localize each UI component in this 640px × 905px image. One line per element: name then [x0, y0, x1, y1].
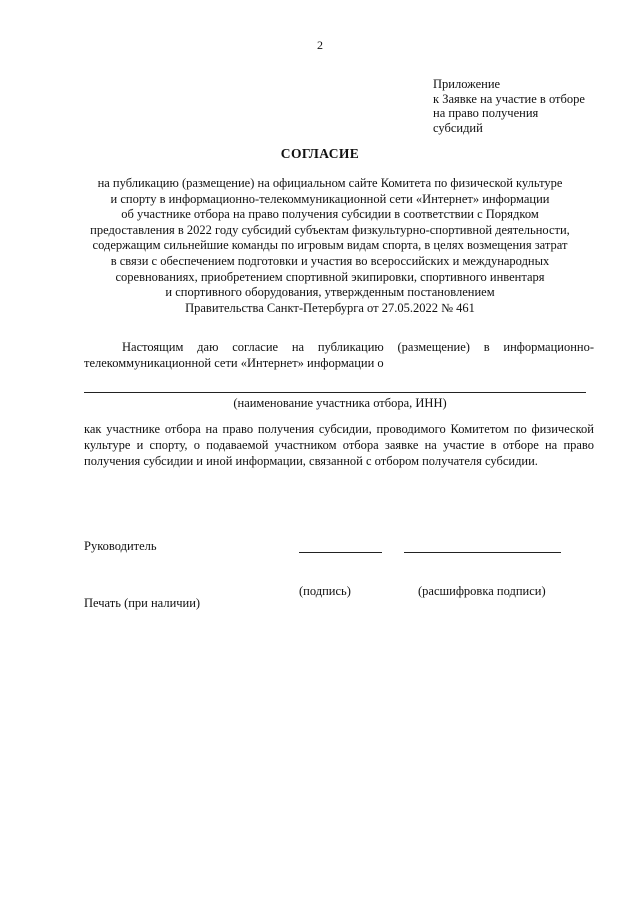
subtitle-line: предоставления в 2022 году субсидий субъектам физкультурно-спортивной деятельности,	[90, 222, 570, 237]
annex-block	[433, 77, 585, 135]
subtitle-line: об участнике отбора на право получения субсидии в соответствии с Порядком	[121, 207, 539, 222]
subtitle-line: содержащим сильнейшие команды по игровым видам спорта, в целях возмещения затрат	[92, 238, 568, 253]
consent-paragraph-block	[84, 339, 594, 371]
subtitle-line: Правительства Санкт-Петербурга от 27.05.2022 № 461	[185, 300, 475, 315]
participant-caption: (наименование участника отбора, ИНН)	[233, 396, 447, 410]
signature-decode-caption: (расшифровка подписи)	[418, 584, 546, 598]
signature-line	[299, 552, 382, 553]
signature-decode-line	[404, 552, 561, 553]
subtitle-line: на публикацию (размещение) на официальном сайте Комитета по физической культуре	[97, 176, 563, 190]
head-label: Руководитель	[84, 539, 157, 553]
participant-name-line	[84, 392, 586, 393]
document-title: СОГЛАСИЕ	[280, 146, 360, 161]
subtitle-line: и спорту в информационно-телекоммуникационной сети «Интернет» информации	[110, 191, 550, 206]
subtitle-line: в связи с обеспечением подготовки и участия во всероссийских и международных	[110, 253, 550, 268]
subtitle-line: и спортивного оборудования, утвержденным постановлением	[165, 285, 495, 300]
seal-label: Печать (при наличии)	[84, 596, 201, 610]
participant-paragraph: как участнике отбора на право получения субсидии, проводимого Комитетом по физической культуре и спорту, о подаваемой участником отбора заявке на участие в отборе на право получения субсидии и иной информации, связанной с отбором получателя субсидии.	[84, 422, 594, 468]
annex-line: к Заявке на участие в отборе	[433, 91, 585, 106]
signature-caption: (подпись)	[299, 584, 351, 598]
subtitle-line: соревнованиях, приобретением спортивной экипировки, спортивного инвентаря	[115, 269, 545, 284]
consent-paragraph: Настоящим даю согласие на публикацию (размещение) в информационно-телекоммуникационной сети «Интернет» информации о	[84, 340, 594, 370]
annex-line: Приложение	[433, 77, 501, 91]
annex-line: на право получения	[433, 106, 539, 120]
page-number: 2	[317, 38, 323, 52]
document-subtitle	[60, 176, 600, 316]
annex-line: субсидий	[433, 120, 483, 135]
